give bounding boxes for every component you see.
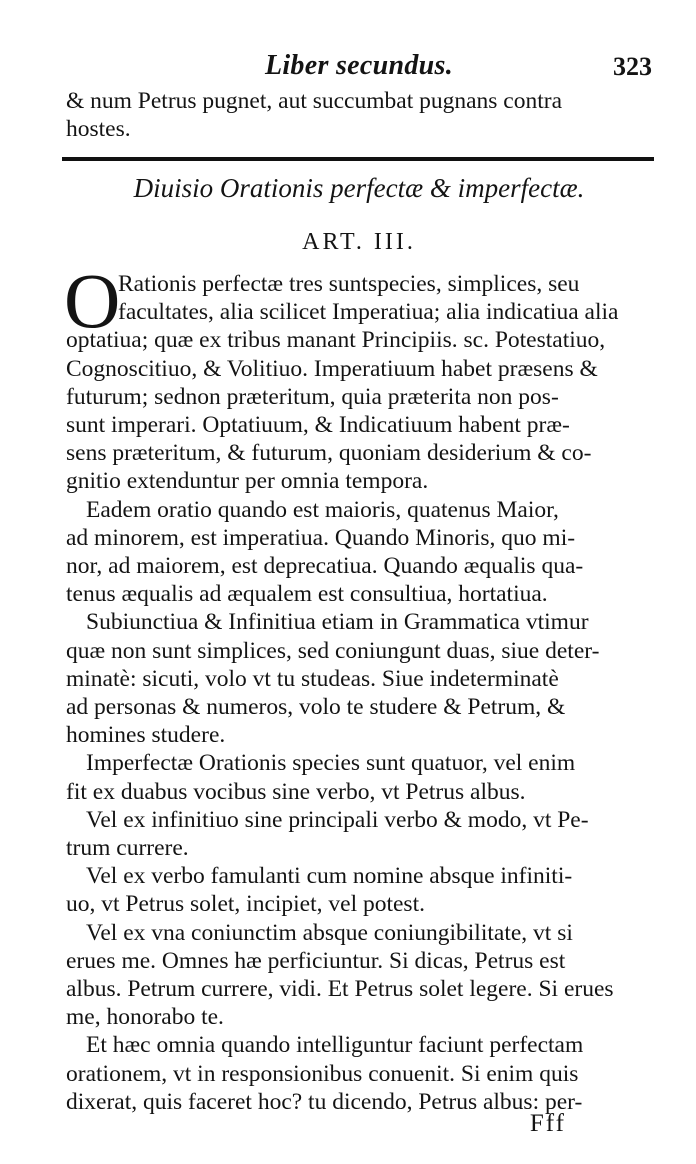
body-line: Imperfectæ Orationis species sunt quatuor, vel enim (86, 750, 576, 776)
body-line: quæ non sunt simplices, sed coniungunt duas, siue deter- (66, 638, 600, 664)
body-line: Vel ex vna coniunctim absque coniungibilitate, vt si (86, 920, 573, 946)
catchword: Fff (529, 1110, 566, 1137)
body-line: trum currere. (66, 835, 189, 861)
page-number: 323 (613, 52, 652, 81)
article-heading: ART. III. (302, 229, 416, 255)
body-line: Rationis perfectæ tres suntspecies, simplices, seu (118, 271, 580, 297)
body-line: sunt imperari. Optatiuum, & Indicatiuum habent præ- (66, 412, 570, 438)
body-line: dixerat, quis faceret hoc? tu dicendo, Petrus albus: per- (66, 1089, 583, 1115)
section-divider (62, 157, 654, 161)
body-line: nor, ad maiorem, est deprecatiua. Quando æqualis qua- (66, 553, 584, 579)
body-line: futurum; sednon præteritum, quia præterita non pos- (66, 384, 559, 410)
body-line: orationem, vt in responsionibus conuenit. Si enim quis (66, 1061, 579, 1087)
body-line: Vel ex verbo famulanti cum nomine absque infiniti- (86, 863, 573, 889)
body-line: albus. Petrum currere, vidi. Et Petrus solet legere. Si erues (66, 976, 614, 1002)
page-header (66, 50, 652, 88)
body-line: Subiunctiua & Infinitiua etiam in Grammatica vtimur (86, 609, 589, 635)
drop-cap: O (64, 257, 121, 344)
body-line: erues me. Omnes hæ perficiuntur. Si dicas, Petrus est (66, 948, 566, 974)
body-line: uo, vt Petrus solet, incipiet, vel potest. (66, 891, 425, 917)
body-line: fit ex duabus vocibus sine verbo, vt Petrus albus. (66, 779, 526, 805)
body-line: sens præteritum, & futurum, quoniam desiderium & co- (66, 440, 592, 466)
body-line: Et hæc omnia quando intelliguntur faciunt perfectam (86, 1032, 584, 1058)
body-line: optatiua; quæ ex tribus manant Principiis. sc. Potestatiuo, (66, 327, 606, 353)
running-title: Liber secundus. (264, 50, 454, 81)
body-line: Vel ex infinitiuo sine principali verbo & modo, vt Pe- (86, 807, 589, 833)
body-line: Cognoscitiuo, & Volitiuo. Imperatiuum habet præsens & (66, 356, 598, 382)
body-line: ad minorem, est imperatiua. Quando Minoris, quo mi- (66, 525, 576, 551)
body-line: facultates, alia scilicet Imperatiua; alia indicatiua alia (118, 299, 619, 325)
section-title: Diuisio Orationis perfectæ & imperfectæ. (133, 173, 585, 203)
body-line: me, honorabo te. (66, 1004, 224, 1030)
body-line: homines studere. (66, 722, 226, 748)
body-line: minatè: sicuti, volo vt tu studeas. Siue indeterminatè (66, 666, 559, 692)
opening-line: & num Petrus pugnet, aut succumbat pugnans contra (66, 88, 563, 114)
opening-line: hostes. (66, 116, 131, 142)
body-line: Eadem oratio quando est maioris, quatenus Maior, (86, 497, 559, 523)
body-line: gnitio extenduntur per omnia tempora. (66, 468, 429, 494)
body-line: ad personas & numeros, volo te studere & Petrum, & (66, 694, 566, 720)
body-line: tenus æqualis ad æqualem est consultiua, hortatiua. (66, 581, 548, 607)
